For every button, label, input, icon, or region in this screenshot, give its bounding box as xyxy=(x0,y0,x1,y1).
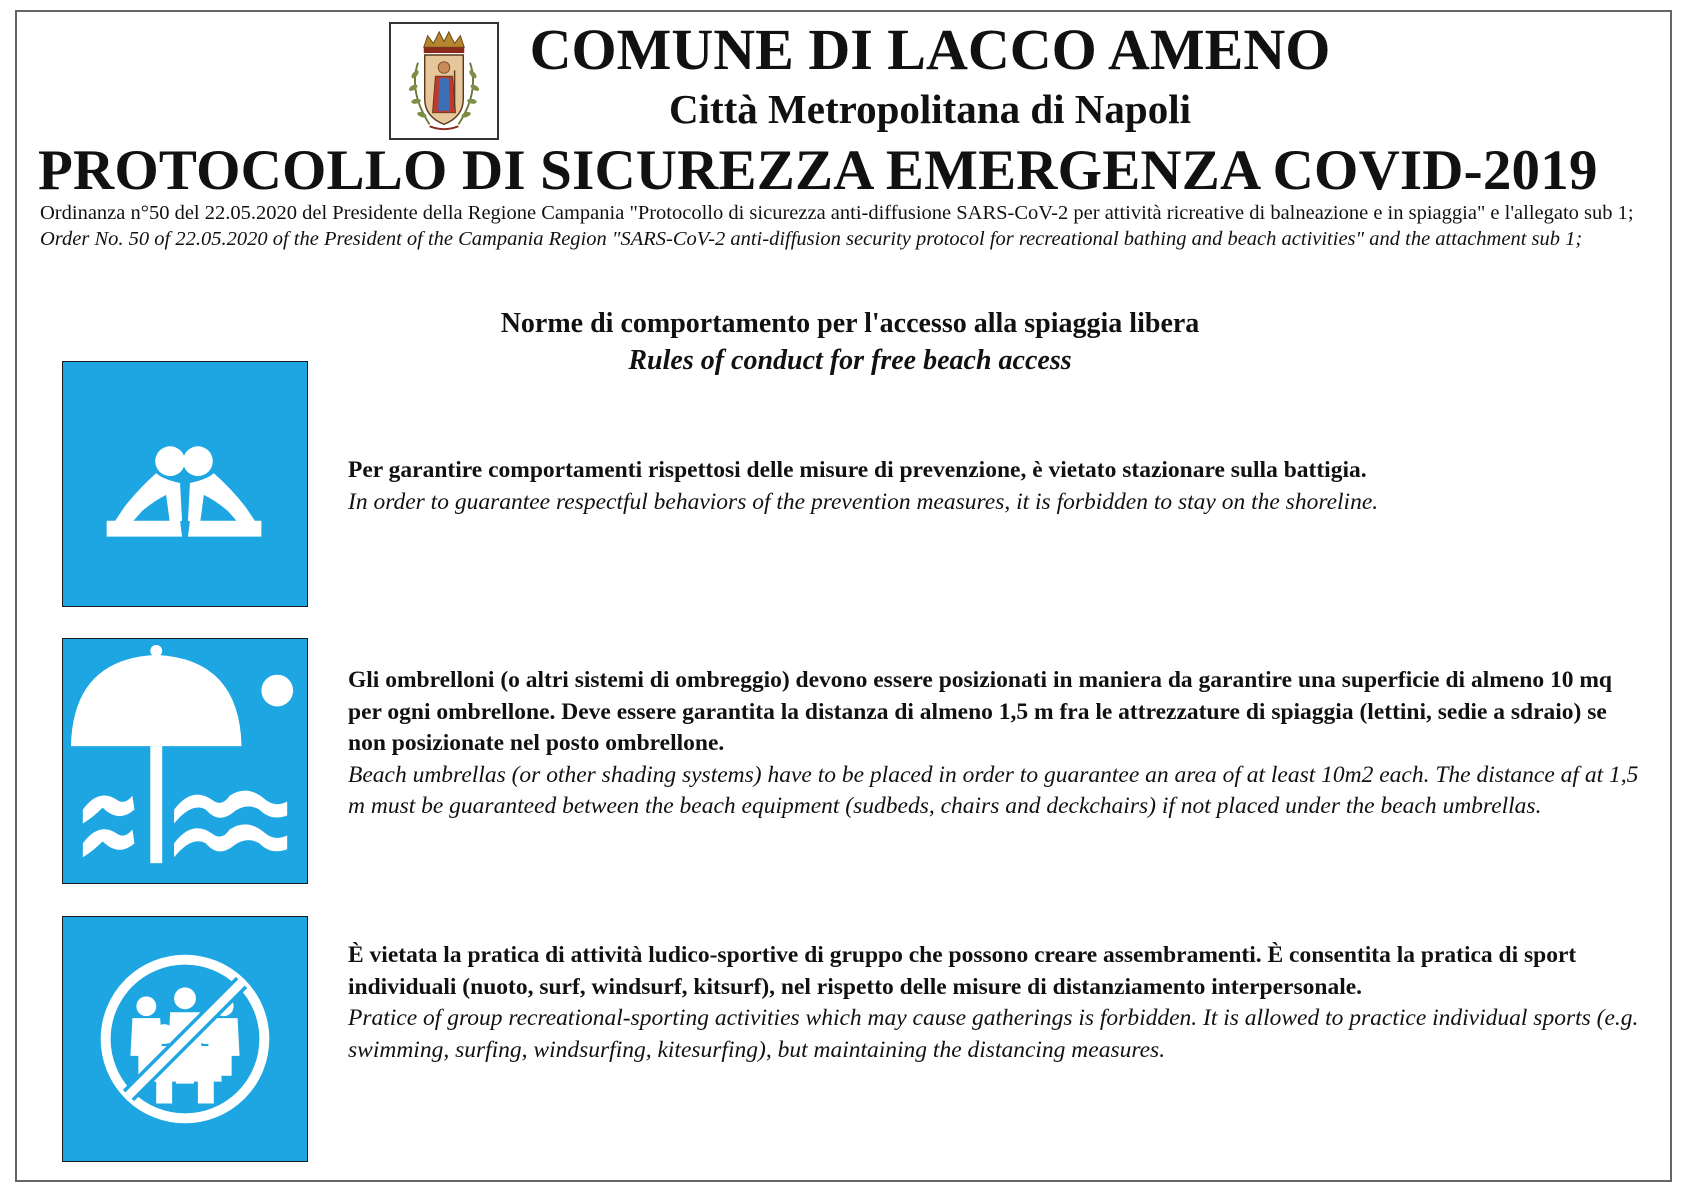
people-sunbathing-icon xyxy=(62,361,308,607)
municipality-name: COMUNE DI LACCO AMENO xyxy=(529,17,1331,82)
ordinance-reference xyxy=(40,200,1652,252)
rule-gatherings-italian: È vietata la pratica di attività ludico-sportive di gruppo che possono creare assembramenti. È consentita la pratica di sport individuali (nuoto, surf, windsurf, kitsurf), nel rispetto delle misure di distanziamento interpersonale. xyxy=(348,942,1577,1000)
rule-umbrellas-text xyxy=(348,665,1648,823)
coat-of-arms-drawing xyxy=(391,24,497,138)
ordinance-italian: Ordinanza n°50 del 22.05.2020 del Presidente della Regione Campania "Protocollo di sicurezza anti-diffusione SARS-CoV-2 per attività ricreative di balneazione e in spiaggia" e l'allegato sub 1; xyxy=(40,202,1634,224)
rule-umbrellas-english: Beach umbrellas (or other shading systems) have to be placed in order to guarantee an area of at least 10m2 each. The distance af at 1,5 m must be guaranteed between the beach equipment (sudbeds, chairs and deckchairs) if not placed under the beach umbrellas. xyxy=(348,761,1639,819)
coat-of-arms-icon xyxy=(389,22,499,140)
section-heading-english: Rules of conduct for free beach access xyxy=(628,345,1072,376)
rule-umbrellas-italian: Gli ombrelloni (o altri sistemi di ombreggio) devono essere posizionati in maniera da garantire una superficie di almeno 10 mq per ogni ombrellone. Deve essere garantita la distanza di almeno 1,5 m fra le attrezzature di spiaggia (lettini, sedie a sdraio) se non posizionate nel posto ombrellone. xyxy=(348,667,1612,756)
rule-shoreline-english: In order to guarantee respectful behaviors of the prevention measures, it is forbidden to stay on the shoreline. xyxy=(348,488,1379,515)
people-sunbathing-drawing xyxy=(63,362,307,606)
rule-shoreline-text xyxy=(348,455,1648,518)
rule-shoreline-italian: Per garantire comportamenti rispettosi delle misure di prevenzione, è vietato stazionare sulla battigia. xyxy=(348,457,1367,483)
beach-umbrella-drawing xyxy=(63,639,307,883)
section-heading-italian: Norme di comportamento per l'accesso alla spiaggia libera xyxy=(500,308,1200,339)
no-gatherings-drawing xyxy=(63,917,307,1161)
beach-umbrella-icon xyxy=(62,638,308,884)
ordinance-english: Order No. 50 of 22.05.2020 of the President of the Campania Region "SARS-CoV-2 anti-diffusion security protocol for recreational bathing and beach activities" and the attachment sub 1; xyxy=(40,228,1583,250)
section-heading xyxy=(300,305,1400,379)
rule-gatherings-english: Pratice of group recreational-sporting activities which may cause gatherings is forbidden. It is allowed to practice individual sports (e.g. swimming, surfing, windsurfing, kitesurfing), but maintaining the distancing measures. xyxy=(348,1005,1639,1063)
no-gatherings-icon xyxy=(62,916,308,1162)
metropolitan-city: Città Metropolitana di Napoli xyxy=(669,86,1191,132)
rule-gatherings-text xyxy=(348,940,1648,1066)
protocol-title: PROTOCOLLO DI SICUREZZA EMERGENZA COVID-2019 xyxy=(38,139,1598,202)
